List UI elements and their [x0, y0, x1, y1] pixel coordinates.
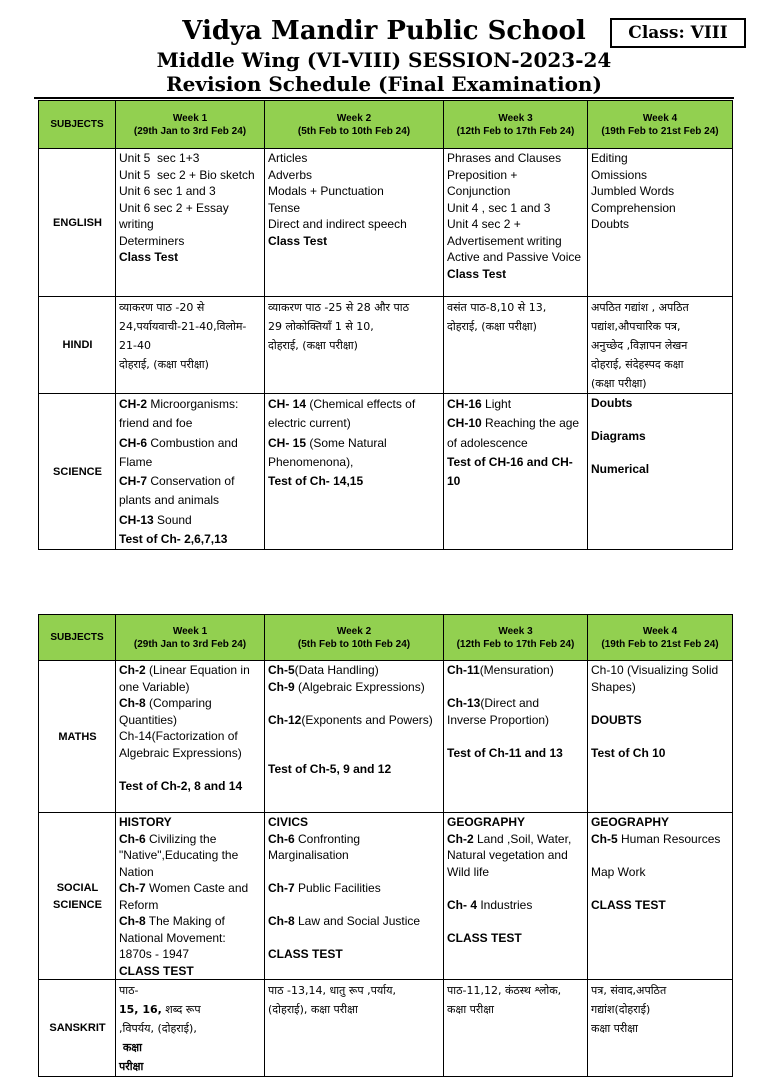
cell-line: 21-40	[119, 339, 151, 352]
english-week1	[116, 149, 265, 297]
maths-week1	[116, 661, 265, 813]
cell-line: CLASS TEST	[119, 963, 194, 978]
cell-line: Ch-8 The Making of	[119, 914, 225, 928]
cell-line: CH-13 Sound	[119, 512, 192, 527]
table-row-social-science	[39, 813, 733, 980]
week1-header: Week 1 (29th Jan to 3rd Feb 24)	[116, 615, 265, 661]
cell-line: Ch-8 Law and Social Justice	[268, 914, 421, 928]
cell-line: 29 लोकोक्तियाँ 1 से 10,	[268, 320, 374, 333]
cell-line: Direct and indirect speech	[268, 217, 407, 231]
cell-line: Active and Passive Voice	[447, 250, 582, 264]
cell-line: Class Test	[447, 266, 507, 281]
cell-line: Determiners	[119, 233, 185, 248]
cell-line: CIVICS	[268, 815, 309, 829]
science-week2	[265, 394, 444, 550]
cell-line: Doubts	[591, 217, 630, 231]
english-week4	[588, 149, 733, 297]
sanskrit-week2	[265, 980, 444, 1077]
subjects-header: SUBJECTS	[39, 615, 116, 661]
cell-line: GEOGRAPHY	[591, 815, 670, 829]
table-row-science	[39, 394, 733, 550]
hindi-week1	[116, 297, 265, 394]
cell-line: Phenomenona),	[268, 454, 354, 469]
social-week4	[588, 813, 733, 980]
cell-line: Ch-12(Exponents and Powers)	[268, 712, 433, 727]
cell-line: electric current)	[268, 416, 351, 431]
cell-line: Ch-10 (Visualizing Solid	[591, 663, 719, 677]
cell-line: CLASS TEST	[268, 947, 343, 961]
social-week2	[265, 813, 444, 980]
table-row-english	[39, 149, 733, 297]
subject-social-science: SOCIAL SCIENCE	[39, 813, 116, 980]
cell-line: Reform	[119, 897, 159, 912]
sanskrit-week3	[444, 980, 588, 1077]
cell-line: CH-7 Conservation of	[119, 474, 235, 489]
cell-line: Ch-7 Public Facilities	[268, 881, 381, 895]
cell-line	[268, 728, 441, 745]
cell-line: पत्र, संवाद,अपठित	[591, 984, 667, 997]
cell-line: पद्यांश,औपचारिक पत्र,	[591, 320, 681, 333]
cell-line: Test of Ch- 14,15	[268, 474, 364, 489]
cell-line: DOUBTS	[591, 712, 642, 727]
cell-line: पाठ-11,12, कंठस्थ श्लोक,	[447, 984, 562, 997]
cell-line: कक्षा	[119, 1041, 143, 1054]
science-week4	[588, 394, 733, 550]
cell-line: कक्षा परीक्षा	[447, 1003, 495, 1016]
cell-line: Test of Ch-2, 8 and 14	[119, 778, 243, 793]
cell-line: Numerical	[591, 462, 650, 476]
cell-line: CH-10 Reaching the age	[447, 416, 580, 431]
cell-line: HISTORY	[119, 815, 172, 829]
cell-line: Marginalisation	[268, 848, 349, 862]
week1-header: Week 1 (29th Jan to 3rd Feb 24)	[116, 101, 265, 149]
cell-line	[268, 864, 441, 881]
english-week2	[265, 149, 444, 297]
week3-header: Week 3 (12th Feb to 17th Feb 24)	[444, 101, 588, 149]
cell-line: Ch-9 (Algebraic Expressions)	[268, 679, 425, 694]
cell-line: Unit 4 sec 2 +	[447, 217, 521, 231]
cell-line: Map Work	[591, 864, 646, 879]
cell-line: दोहराई, संदेहस्पद कक्षा	[591, 358, 684, 371]
table-row-maths	[39, 661, 733, 813]
cell-line	[447, 880, 585, 897]
cell-line: Comprehension	[591, 200, 676, 215]
cell-line: Quantities)	[119, 712, 178, 727]
cell-line: गद्यांश(दोहराई)	[591, 1003, 651, 1016]
cell-line: CLASS TEST	[591, 897, 666, 912]
cell-line: Unit 5 sec 2 + Bio sketch	[119, 167, 255, 182]
table-row-hindi	[39, 297, 733, 394]
cell-line	[268, 897, 441, 914]
cell-line: Phrases and Clauses	[447, 151, 562, 165]
subject-english: ENGLISH	[39, 149, 116, 297]
cell-line: GEOGRAPHY	[447, 815, 526, 829]
cell-line: Ch-2 (Linear Equation in	[119, 663, 250, 677]
cell-line: परीक्षा	[119, 1060, 144, 1073]
table-header-row	[39, 101, 733, 149]
week4-header: Week 4 (19th Feb to 21st Feb 24)	[588, 101, 733, 149]
cell-line: Test of Ch- 2,6,7,13	[119, 532, 228, 547]
cell-line: अनुच्छेद ,विज्ञापन लेखन	[591, 339, 688, 352]
cell-line: plants and animals	[119, 493, 220, 508]
english-week3	[444, 149, 588, 297]
cell-line: पाठ -13,14, धातु रूप ,पर्याय,	[268, 984, 396, 997]
cell-line: CLASS TEST	[447, 930, 522, 945]
subject-maths: MATHS	[39, 661, 116, 813]
subject-hindi: HINDI	[39, 297, 116, 394]
cell-line	[591, 695, 730, 712]
cell-line: of adolescence	[447, 435, 528, 450]
cell-line: 1870s - 1947	[119, 947, 190, 961]
cell-line: Jumbled Words	[591, 184, 675, 198]
cell-line	[268, 930, 441, 947]
cell-line: Advertisement writing	[447, 233, 562, 248]
subject-sanskrit: SANSKRIT	[39, 980, 116, 1077]
cell-line: Unit 4 , sec 1 and 3	[447, 200, 551, 215]
science-week1	[116, 394, 265, 550]
cell-line	[119, 761, 262, 778]
cell-line	[591, 880, 730, 897]
subjects-header: SUBJECTS	[39, 101, 116, 149]
cell-line: Shapes)	[591, 679, 636, 694]
cell-line: Inverse Proportion)	[447, 712, 550, 727]
cell-line: 10	[447, 474, 461, 489]
cell-line: CH- 14 (Chemical effects of	[268, 397, 416, 411]
hindi-week3	[444, 297, 588, 394]
cell-line: Test of Ch-5, 9 and 12	[268, 762, 392, 776]
cell-line: व्याकरण पाठ -20 से	[119, 301, 205, 314]
schedule-title: Revision Schedule (Final Examination)	[166, 72, 602, 96]
cell-line	[447, 679, 585, 696]
cell-line: (कक्षा परीक्षा)	[591, 377, 647, 390]
cell-line: Diagrams	[591, 429, 646, 443]
sanskrit-week4	[588, 980, 733, 1077]
cell-line: Editing	[591, 151, 628, 165]
cell-line: Modals + Punctuation	[268, 184, 384, 198]
cell-line: पाठ-	[119, 984, 139, 997]
social-week1	[116, 813, 265, 980]
cell-line: writing	[119, 217, 154, 231]
hindi-week2	[265, 297, 444, 394]
cell-line: Test of Ch 10	[591, 745, 666, 760]
schedule-table-1	[38, 100, 733, 550]
cell-line: Ch-5(Data Handling)	[268, 663, 379, 677]
cell-line: Flame	[119, 454, 153, 469]
cell-line	[447, 913, 585, 930]
cell-line: Ch-6 Confronting	[268, 831, 361, 846]
cell-line: ,विपर्यय, (दोहराई),	[119, 1022, 197, 1035]
cell-line: CH- 15 (Some Natural	[268, 435, 387, 450]
cell-line: अपठित गद्यांश , अपठित	[591, 301, 689, 314]
cell-line: Ch-5 Human Resources	[591, 831, 721, 846]
cell-line: Ch-7 Women Caste and	[119, 881, 249, 895]
cell-line: CH-16 Light	[447, 397, 512, 411]
cell-line: (दोहराई), कक्षा परीक्षा	[268, 1003, 358, 1016]
cell-line	[447, 728, 585, 745]
cell-line: Unit 6 sec 2 + Essay	[119, 200, 229, 215]
cell-line: Adverbs	[268, 167, 313, 182]
cell-line: दोहराई, (कक्षा परीक्षा)	[268, 339, 358, 352]
cell-line: दोहराई, (कक्षा परीक्षा)	[447, 320, 537, 333]
cell-line: Preposition +	[447, 167, 518, 182]
cell-line: Ch- 4 Industries	[447, 897, 533, 912]
cell-line: कक्षा परीक्षा	[591, 1022, 639, 1035]
subject-science: SCIENCE	[39, 394, 116, 550]
cell-line: Ch-8 (Comparing	[119, 696, 212, 710]
science-week3	[444, 394, 588, 550]
cell-line: Conjunction	[447, 184, 511, 198]
week4-header: Week 4 (19th Feb to 21st Feb 24)	[588, 615, 733, 661]
cell-line: friend and foe	[119, 416, 193, 431]
cell-line: वसंत पाठ-8,10 से 13,	[447, 301, 547, 314]
cell-line	[591, 728, 730, 745]
week2-header: Week 2 (5th Feb to 10th Feb 24)	[265, 101, 444, 149]
cell-line	[268, 745, 441, 762]
sanskrit-week1	[116, 980, 265, 1077]
cell-line: Articles	[268, 151, 308, 165]
cell-line: CH-6 Combustion and	[119, 435, 238, 450]
cell-line: one Variable)	[119, 679, 190, 694]
social-week3	[444, 813, 588, 980]
cell-line: Unit 5 sec 1+3	[119, 151, 200, 165]
cell-line: Ch-13(Direct and	[447, 696, 540, 710]
cell-line: Tense	[268, 200, 301, 215]
school-name: Vidya Mandir Public School	[182, 16, 586, 46]
maths-week3	[444, 661, 588, 813]
cell-line: "Native",Educating the	[119, 848, 239, 862]
cell-line: Algebraic Expressions)	[119, 745, 242, 760]
cell-line: 24,पर्यायवाची-21-40,विलोम-	[119, 320, 247, 333]
cell-line: Ch-11(Mensuration)	[447, 663, 554, 677]
cell-line: Class Test	[119, 250, 179, 264]
maths-week4	[588, 661, 733, 813]
header-divider	[34, 97, 734, 99]
class-label: Class: VIII	[610, 18, 746, 48]
cell-line: Ch-6 Civilizing the	[119, 831, 217, 846]
cell-line: Ch-14(Factorization of	[119, 729, 238, 743]
wing-session-title: Middle Wing (VI-VIII) SESSION-2023-24	[156, 48, 612, 72]
maths-week2	[265, 661, 444, 813]
cell-line: दोहराई, (कक्षा परीक्षा)	[119, 358, 209, 371]
cell-line: Doubts	[591, 396, 633, 410]
cell-line: National Movement:	[119, 930, 226, 945]
table-header-row	[39, 615, 733, 661]
week3-header: Week 3 (12th Feb to 17th Feb 24)	[444, 615, 588, 661]
week2-header: Week 2 (5th Feb to 10th Feb 24)	[265, 615, 444, 661]
cell-line	[591, 847, 730, 864]
cell-line: CH-2 Microorganisms:	[119, 397, 239, 411]
cell-line: Omissions	[591, 167, 648, 182]
cell-line: Test of Ch-11 and 13	[447, 745, 563, 760]
cell-line: Natural vegetation and	[447, 848, 568, 862]
cell-line: 15, 16, शब्द रूप	[119, 1003, 201, 1016]
cell-line: Unit 6 sec 1 and 3	[119, 184, 216, 198]
cell-line: Ch-2 Land ,Soil, Water,	[447, 831, 572, 846]
table-row-sanskrit	[39, 980, 733, 1077]
cell-line: Nation	[119, 864, 154, 879]
schedule-table-2	[38, 614, 733, 1077]
cell-line: व्याकरण पाठ -25 से 28 और पाठ	[268, 301, 409, 314]
cell-line: Test of CH-16 and CH-	[447, 454, 573, 469]
cell-line: Class Test	[268, 233, 328, 248]
cell-line	[268, 695, 441, 712]
cell-line: Wild life	[447, 864, 490, 879]
hindi-week4	[588, 297, 733, 394]
